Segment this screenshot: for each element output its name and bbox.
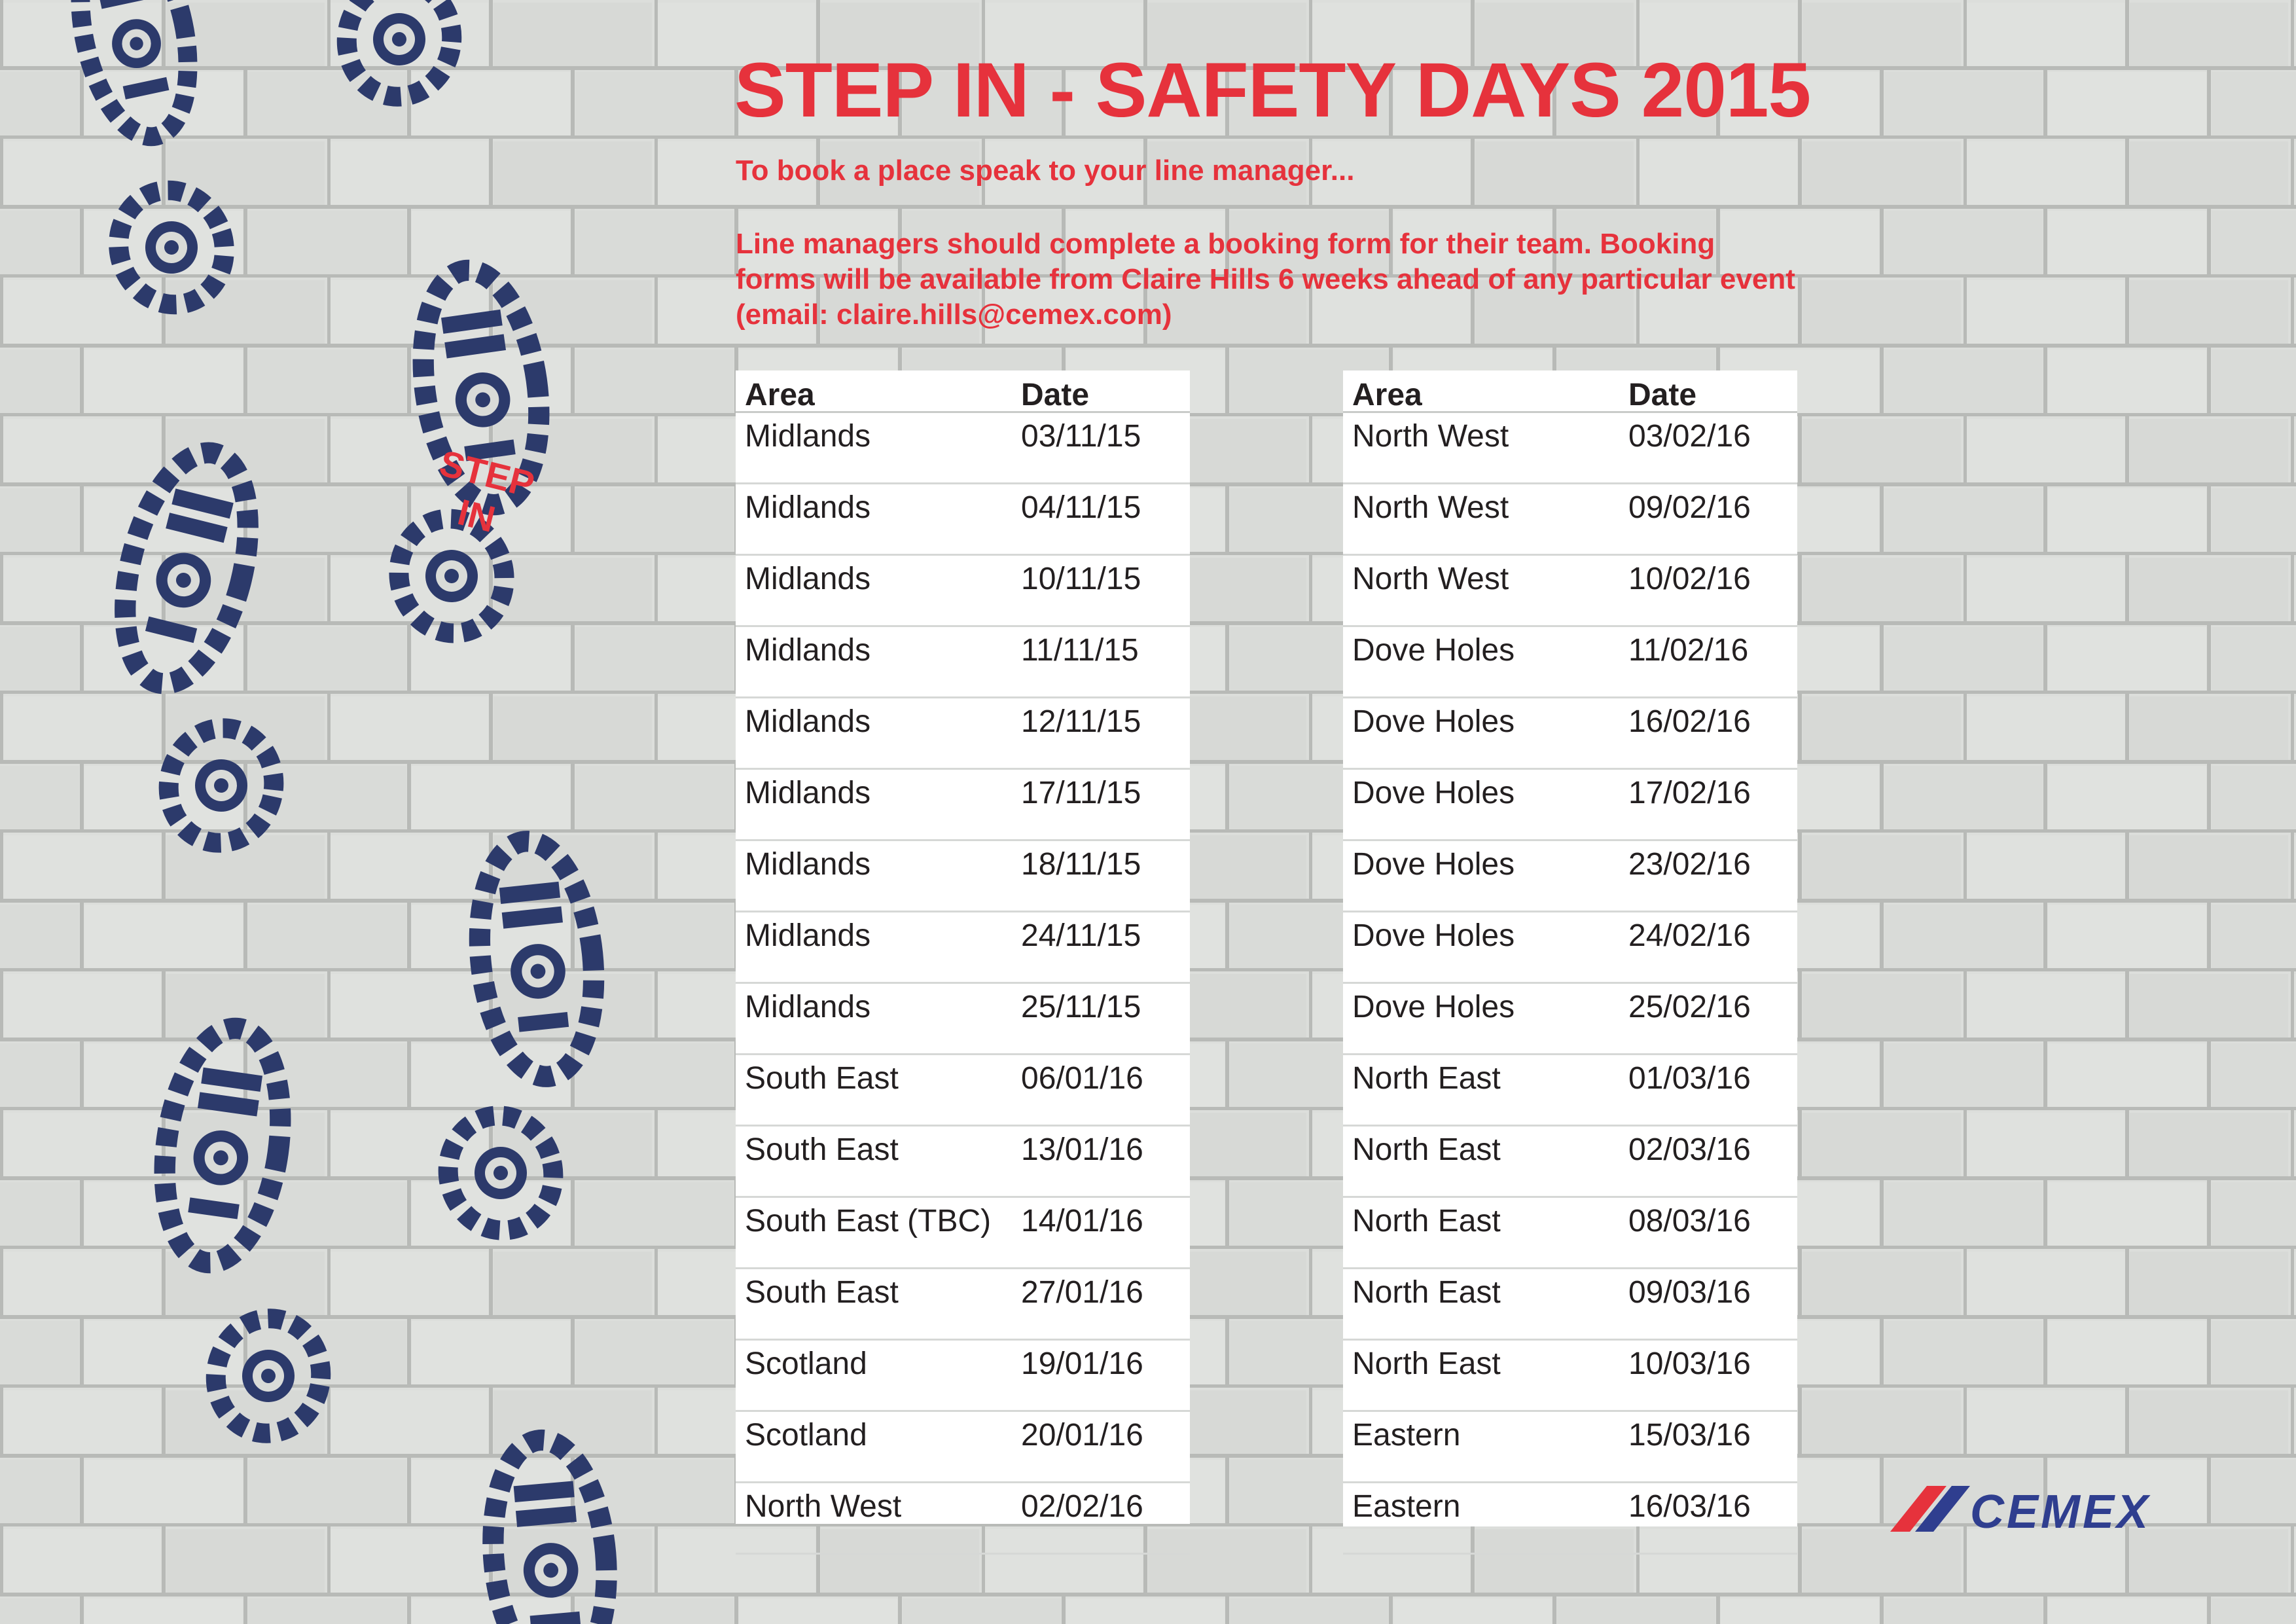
boot-heel-icon [104, 177, 240, 319]
date-cell: 13/01/16 [1021, 1132, 1143, 1167]
table-row [1343, 1269, 1797, 1341]
date-cell: 25/02/16 [1628, 990, 1751, 1024]
table-row [736, 770, 1190, 841]
date-cell: 24/02/16 [1628, 918, 1751, 953]
area-cell: Dove Holes [1352, 776, 1515, 810]
date-cell: 10/11/15 [1021, 562, 1141, 596]
table-row [736, 627, 1190, 698]
table-row [1343, 484, 1797, 556]
table-row [736, 1269, 1190, 1341]
date-cell: 20/01/16 [1021, 1418, 1143, 1453]
boot-print-icon [103, 440, 269, 696]
date-cell: 11/11/15 [1021, 633, 1139, 668]
date-cell: 24/11/15 [1021, 918, 1141, 953]
table-row [736, 912, 1190, 984]
date-cell: 17/02/16 [1628, 776, 1751, 810]
area-cell: North East [1352, 1132, 1501, 1167]
table-row [736, 698, 1190, 770]
table-row [1343, 1198, 1797, 1269]
area-cell: North West [1352, 490, 1509, 525]
date-cell: 10/02/16 [1628, 562, 1751, 596]
footprints-illustration [0, 0, 655, 1624]
table-row [736, 484, 1190, 556]
table-row [736, 556, 1190, 627]
table-row [736, 841, 1190, 912]
date-cell: 27/01/16 [1021, 1275, 1143, 1310]
date-cell: 11/02/16 [1628, 633, 1749, 668]
area-column-header: Area [745, 378, 815, 412]
area-cell: Midlands [745, 776, 871, 810]
area-cell: Scotland [745, 1346, 867, 1381]
date-column-header: Date [1628, 378, 1697, 412]
area-cell: North West [1352, 562, 1509, 596]
area-cell: Midlands [745, 990, 871, 1024]
table-row [1343, 1127, 1797, 1198]
table-row [1343, 627, 1797, 698]
page-title: STEP IN - SAFETY DAYS 2015 [734, 47, 1811, 134]
boot-print-icon [151, 1020, 295, 1270]
logo-wordmark: CEMEX [1970, 1486, 2151, 1532]
safety-days-table-right [1343, 370, 1797, 1526]
date-cell: 09/03/16 [1628, 1275, 1751, 1310]
date-cell: 08/03/16 [1628, 1204, 1751, 1238]
step-in-stamp: STEP IN [435, 442, 539, 540]
date-cell: 15/03/16 [1628, 1418, 1751, 1453]
date-cell: 02/03/16 [1628, 1132, 1751, 1167]
table-row [736, 1483, 1190, 1555]
boot-print-icon [63, 0, 206, 147]
date-cell: 04/11/15 [1021, 490, 1141, 525]
table-row [1343, 770, 1797, 841]
area-cell: Midlands [745, 490, 871, 525]
table-row [736, 1127, 1190, 1198]
boot-print-icon [484, 1435, 616, 1624]
date-cell: 14/01/16 [1021, 1204, 1143, 1238]
table-row [1343, 698, 1797, 770]
boot-print-icon [469, 836, 605, 1083]
table-header [736, 370, 1190, 413]
table-row [1343, 556, 1797, 627]
date-cell: 02/02/16 [1021, 1489, 1143, 1524]
table-row [1343, 984, 1797, 1055]
date-cell: 06/01/16 [1021, 1061, 1143, 1096]
table-row [1343, 413, 1797, 484]
date-cell: 16/02/16 [1628, 704, 1751, 739]
booking-instruction: To book a place speak to your line manager... [736, 154, 1355, 187]
date-cell: 01/03/16 [1628, 1061, 1751, 1096]
table-row [1343, 1412, 1797, 1483]
date-cell: 18/11/15 [1021, 847, 1141, 882]
area-cell: Dove Holes [1352, 704, 1515, 739]
date-cell: 03/02/16 [1628, 419, 1751, 454]
table-header [1343, 370, 1797, 413]
area-cell: South East [745, 1132, 899, 1167]
area-cell: North East [1352, 1204, 1501, 1238]
table-row [736, 984, 1190, 1055]
date-cell: 10/03/16 [1628, 1346, 1751, 1381]
boot-heel-icon [158, 718, 284, 852]
date-cell: 09/02/16 [1628, 490, 1751, 525]
area-cell: North East [1352, 1275, 1501, 1310]
booking-form-note: Line managers should complete a booking form for their team. Booking forms will be available from Claire Hills 6 weeks ahead of any particular event (email: claire.hills@cemex.com) [736, 228, 1795, 331]
table-row [736, 413, 1190, 484]
table-row [1343, 1055, 1797, 1127]
date-cell: 17/11/15 [1021, 776, 1141, 810]
date-cell: 19/01/16 [1021, 1346, 1143, 1381]
table-row [736, 1412, 1190, 1483]
table-row [1343, 1483, 1797, 1555]
date-cell: 25/11/15 [1021, 990, 1141, 1024]
table-row [736, 1055, 1190, 1127]
area-cell: Eastern [1352, 1418, 1461, 1453]
date-cell: 03/11/15 [1021, 419, 1141, 454]
date-column-header: Date [1021, 378, 1090, 412]
table-row [1343, 912, 1797, 984]
date-cell: 16/03/16 [1628, 1489, 1751, 1524]
boot-heel-icon [338, 0, 461, 105]
area-cell: Midlands [745, 562, 871, 596]
area-cell: Midlands [745, 704, 871, 739]
area-cell: Midlands [745, 918, 871, 953]
table-row [736, 1341, 1190, 1412]
area-cell: South East [745, 1275, 899, 1310]
boot-heel-icon [437, 1106, 564, 1240]
area-cell: North East [1352, 1061, 1501, 1096]
table-row [1343, 1341, 1797, 1412]
area-cell: Dove Holes [1352, 633, 1515, 668]
area-cell: North West [1352, 419, 1509, 454]
date-cell: 12/11/15 [1021, 704, 1141, 739]
area-cell: Eastern [1352, 1489, 1461, 1524]
area-cell: Dove Holes [1352, 847, 1515, 882]
cemex-logo [1890, 1486, 2178, 1532]
area-cell: North East [1352, 1346, 1501, 1381]
area-cell: South East [745, 1061, 899, 1096]
table-row [1343, 841, 1797, 912]
date-cell: 23/02/16 [1628, 847, 1751, 882]
safety-days-table-left [736, 370, 1190, 1524]
table-row [736, 1198, 1190, 1269]
area-cell: Midlands [745, 847, 871, 882]
area-cell: Dove Holes [1352, 990, 1515, 1024]
area-cell: Dove Holes [1352, 918, 1515, 953]
area-cell: North West [745, 1489, 902, 1524]
area-cell: Scotland [745, 1418, 867, 1453]
area-cell: Midlands [745, 633, 871, 668]
boot-heel-icon [207, 1310, 330, 1441]
area-cell: Midlands [745, 419, 871, 454]
area-column-header: Area [1352, 378, 1422, 412]
area-cell: South East (TBC) [745, 1204, 992, 1238]
